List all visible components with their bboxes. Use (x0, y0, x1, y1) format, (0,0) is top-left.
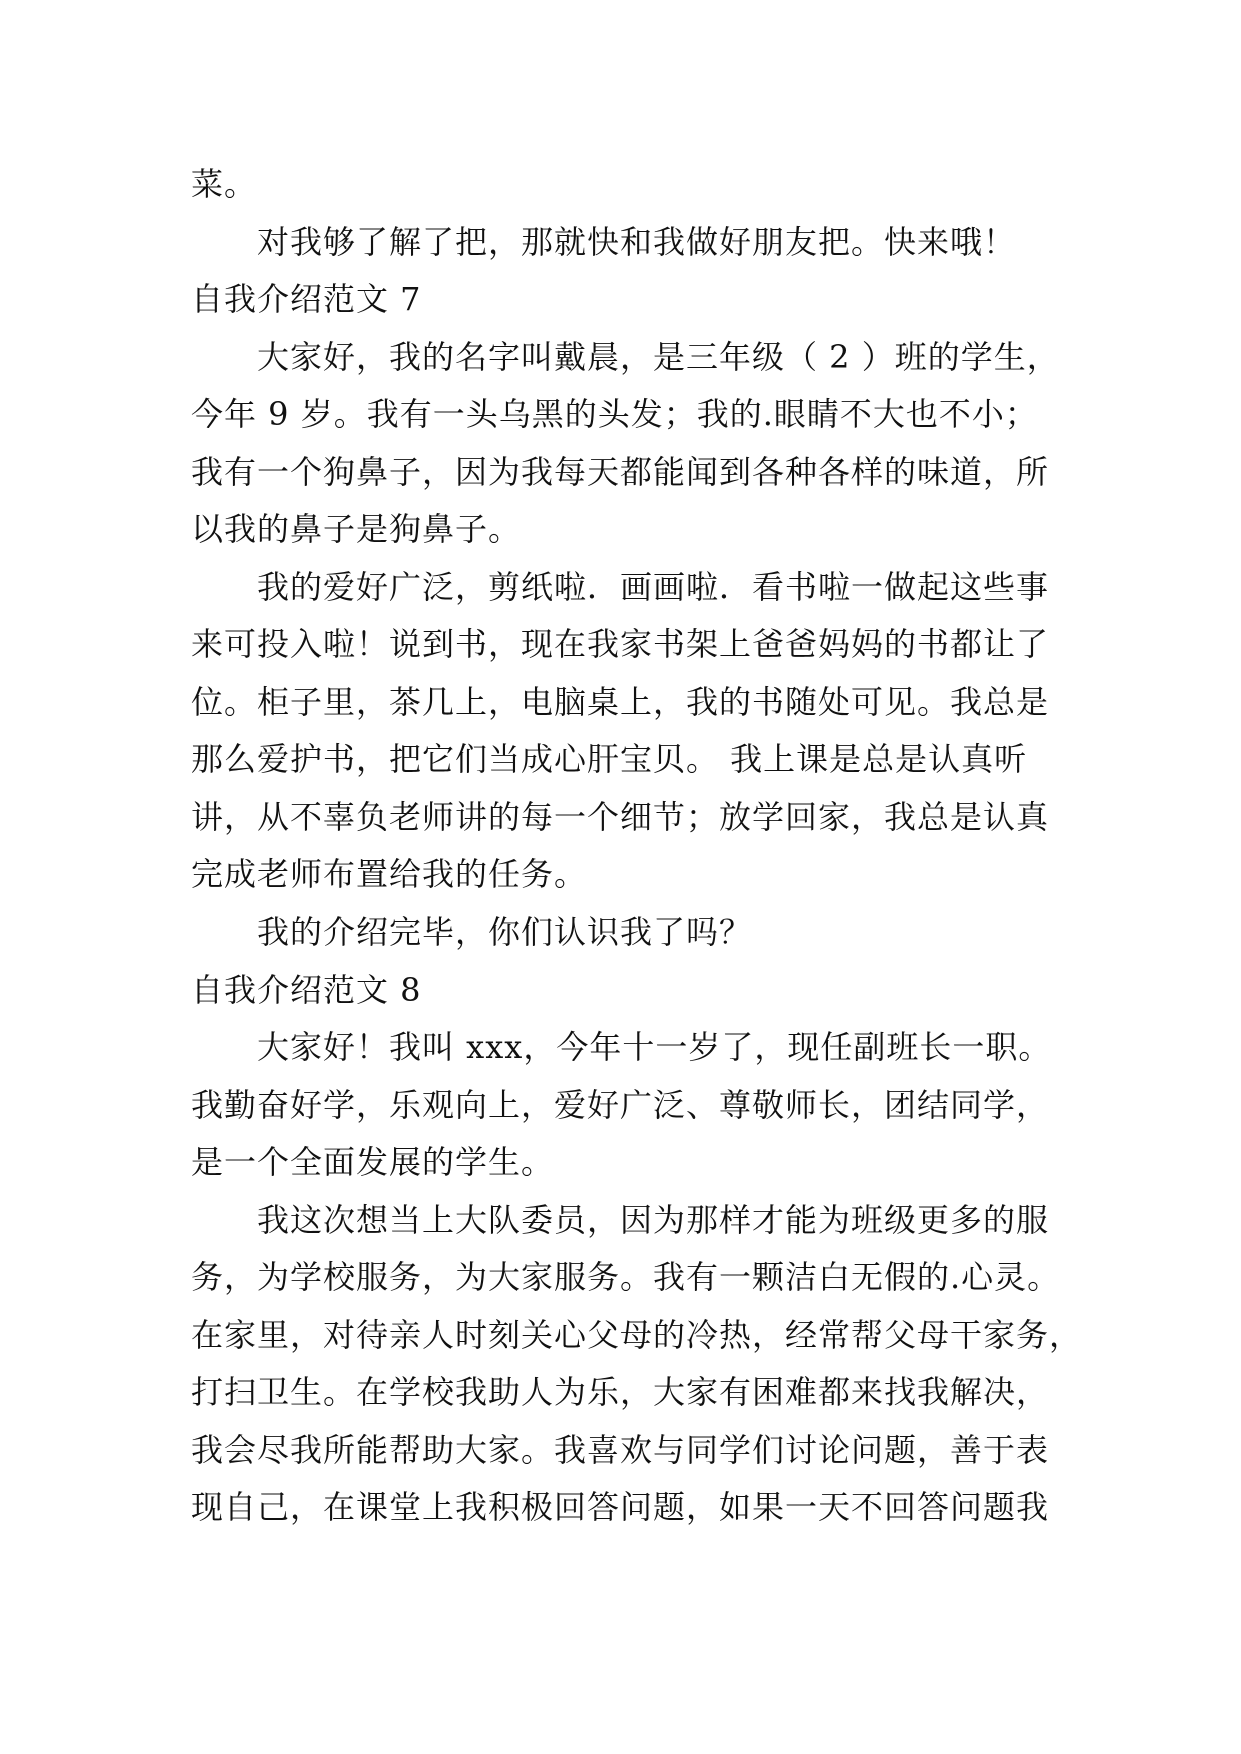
text-line-9: 来可投入啦！说到书，现在我家书架上爸爸妈妈的书都让了 (191, 625, 1050, 663)
text-line-5: 今年 9 岁。我有一头乌黑的头发；我的.眼睛不大也不小； (191, 395, 1038, 433)
text-line-21: 在家里，对待亲人时刻关心父母的冷热，经常帮父母干家务， (191, 1316, 1083, 1354)
text-line-19: 我这次想当上大队委员，因为那样才能为班级更多的服 (257, 1201, 1050, 1239)
text-line-2: 对我够了解了把，那就快和我做好朋友把。快来哦！ (257, 223, 1017, 261)
text-line-17: 我勤奋好学，乐观向上，爱好广泛、尊敬师长，团结同学， (191, 1086, 1050, 1124)
text-line-14: 我的介绍完毕，你们认识我了吗？ (257, 913, 753, 951)
text-line-4: 大家好，我的名字叫戴晨，是三年级（ 2 ）班的学生， (257, 338, 1060, 376)
text-line-6: 我有一个狗鼻子，因为我每天都能闻到各种各样的味道，所 (191, 453, 1050, 491)
text-line-10: 位。柜子里，茶几上，电脑桌上，我的书随处可见。我总是 (191, 683, 1050, 721)
section-heading-7: 自我介绍范文 7 (191, 280, 422, 318)
text-line-18: 是一个全面发展的学生。 (191, 1143, 555, 1181)
text-line-1: 菜。 (191, 165, 258, 203)
text-line-24: 现自己，在课堂上我积极回答问题，如果一天不回答问题我 (191, 1488, 1050, 1526)
text-line-22: 打扫卫生。在学校我助人为乐，大家有困难都来找我解决， (191, 1373, 1050, 1411)
text-line-23: 我会尽我所能帮助大家。我喜欢与同学们讨论问题，善于表 (191, 1431, 1050, 1469)
text-line-16: 大家好！我叫 xxx，今年十一岁了，现任副班长一职。 (257, 1028, 1052, 1066)
text-line-11: 那么爱护书，把它们当成心肝宝贝。 我上课是总是认真听 (191, 740, 1028, 778)
text-line-20: 务，为学校服务，为大家服务。我有一颗洁白无假的.心灵。 (191, 1258, 1061, 1296)
text-line-12: 讲，从不辜负老师讲的每一个细节；放学回家，我总是认真 (191, 798, 1050, 836)
text-line-13: 完成老师布置给我的任务。 (191, 855, 588, 893)
text-line-8: 我的爱好广泛，剪纸啦．画画啦．看书啦一做起这些事 (257, 568, 1050, 606)
text-line-7: 以我的鼻子是狗鼻子。 (191, 510, 522, 548)
section-heading-8: 自我介绍范文 8 (191, 971, 422, 1009)
